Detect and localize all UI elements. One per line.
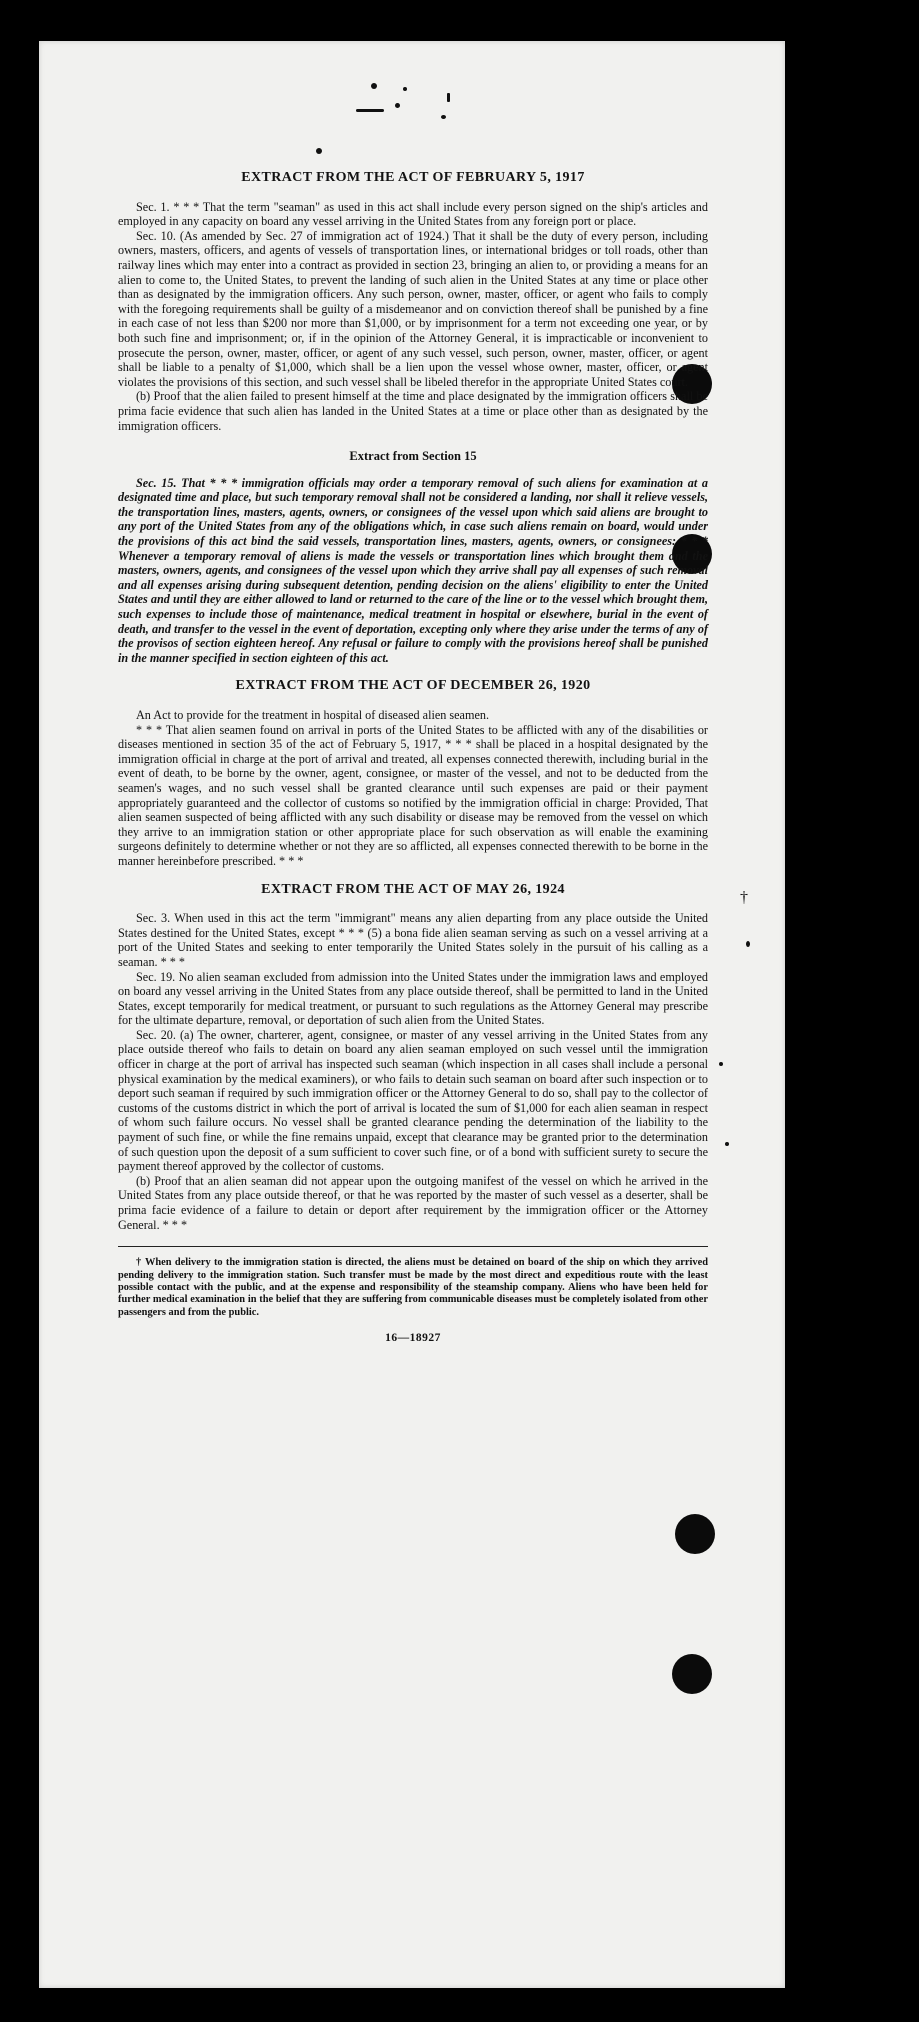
- paragraph: (b) Proof that the alien failed to present himself at the time and place designated by the immigration officers shall be prima facie evidence that such alien has landed in the United States at a time or place other than as designated by the immigration officers.: [118, 389, 708, 433]
- smudge-mark: [403, 87, 407, 91]
- margin-mark: [719, 1062, 723, 1066]
- paragraph: Sec. 19. No alien seaman excluded from admission into the United States under the immigration laws and employed on board any vessel arriving in the United States from any place outside thereof, shall be permitted to land in the United States, except temporarily for medical treatment, or pursuant to such regulations as the Attorney General may prescribe for the ultimate departure, removal, or deportation of such alien from the United States.: [118, 969, 708, 1028]
- paragraph: Sec. 3. When used in this act the term "immigrant" means any alien departing from any place outside the United States destined for the United States, except * * * (5) a bona fide alien seaman serving as such on a vessel arriving at a port of the United States and seeking to enter temporarily the United States solely in the pursuit of his calling as a seaman. * * *: [118, 911, 708, 969]
- paragraph: Sec. 10. (As amended by Sec. 27 of immigration act of 1924.) That it shall be the duty of every person, including owners, masters, officers, and agents of vessels of transportation lines, or international bridges or toll roads, other than railway lines which may enter into a contract as provided in section 23, bringing an alien to, or providing a means for an alien to come to, the United States, to prevent the landing of such alien in the United States at any time or place other than as designated by the immigration officers. Any such person, owner, master, officer, or agent who fails to comply with the foregoing requirements shall be guilty of a misdemeanor and on conviction thereof shall be punished by a fine in each case of not less than $200 nor more than $1,000, or by imprisonment for a term not exceeding one year, or by both such fine and imprisonment; or, if in the opinion of the Attorney General, it is impracticable or inconvenient to prosecute the person, owner, master, officer, or agent of any such vessel, such person, owner, master, officer, or agent shall be liable to a penalty of $1,000, which shall be a lien upon the vessel whose owner, master, officer, or agent violates the provisions of this section, and such vessel shall be libeled therefor in the appropriate United States court.: [118, 228, 708, 389]
- smudge-mark: [371, 83, 377, 89]
- paragraph: * * * That alien seamen found on arrival in ports of the United States to be afflicted with any of the disabilities or diseases mentioned in section 35 of the act of February 5, 1917, * * * shall be placed in a hospital designated by the immigration official in charge at the port of arrival and treated, all expenses connected therewith, including burial in the event of death, to be borne by the owner, agent, consignee, or master of the vessel, and not to be deducted from the seamen's wages, and no such vessel shall be granted clearance until such expenses are paid or their payment appropriately guaranteed and the collector of customs so notified by the immigration official in charge: Provided, That alien seamen suspected of being afflicted with any such disability or disease may be removed from the vessel on which they arrive to an immigration station or other appropriate place for such observation as will enable the examining surgeons definitely to determine whether or not they are so afflicted, all expenses connected therewith to be borne in the manner hereinbefore prescribed. * * *: [118, 722, 708, 868]
- footnote-text: † When delivery to the immigration station is directed, the aliens must be detained on board of the ship on which they arrived pending delivery to the immigration station. Such transfer must be made by the most direct and expeditious route with the least possible contact with the public, and at the expense and responsibility of the steamship company. Aliens who have been held for further medical examination in the belief that they are suffering from communicable diseases must be completely isolated from other passengers and from the public.: [118, 1257, 708, 1318]
- smudge-mark: [316, 148, 322, 154]
- punch-hole: [675, 1514, 715, 1554]
- document-body: [118, 171, 708, 1346]
- paragraph: Sec. 20. (a) The owner, charterer, agent, consignee, or master of any vessel arriving in the United States from any place outside thereof who fails to detain on board any alien seaman employed on such vessel until the immigration officer in charge at the port of arrival has inspected such seaman (which inspection in all cases shall include a personal physical examination by the medical examiners), or who fails to detain such seaman on board after such inspection or to deport such seaman if required by such immigration officer or the Attorney General to do so, shall pay to the collector of customs of the customs district in which the port of arrival is located the sum of $1,000 for each alien seaman in respect of whom such failure occurs. No vessel shall be granted clearance pending the determination of the liability to the payment of such fine, or while the fine remains unpaid, except that clearance may be granted prior to the determination of such question upon the deposit of a sum sufficient to cover such fine, or of a bond with sufficient surety to secure the payment thereof approved by the collector of customs.: [118, 1027, 708, 1174]
- footnote: [118, 1257, 708, 1319]
- form-number: 16—18927: [385, 1332, 441, 1345]
- margin-mark: [746, 941, 750, 947]
- punch-hole: [672, 1654, 712, 1694]
- section-heading: EXTRACT FROM THE ACT OF MAY 26, 1924: [261, 881, 565, 897]
- document-page: [39, 41, 785, 1988]
- paragraph: An Act to provide for the treatment in hospital of diseased alien seamen.: [136, 708, 489, 722]
- paragraph: Sec. 15. That * * * immigration officials may order a temporary removal of such aliens for examination at a designated time and place, but such temporary removal shall not be considered a landing, nor shall it relieve vessels, the transportation lines, masters, agents, owners, or consignees of the vessel upon which said aliens are brought to any port of the United States from any of the obligations which, in case such aliens remain on board, would under the provisions of this act bind the said vessels, transportation lines, masters, agents, owners, or consignees: * * * Whenever a temporary removal of aliens is made the vessels or transportation lines which brought them and the masters, owners, agents, and consignees of the vessel upon which they arrive shall pay all expenses of such removal and all expenses arising during subsequent detention, pending decision on the aliens' eligibility to enter the United States and until they are either allowed to land or returned to the care of the line or to the vessel which brought them, such expenses to include those of maintenance, medical treatment in hospital or elsewhere, burial in the event of death, and transfer to the vessel in the event of deportation, excepting only where they arise under the terms of any of the provisos of section eighteen hereof. Any refusal or failure to comply with the provisions hereof shall be punished in the manner specified in section eighteen of this act.: [118, 475, 708, 665]
- margin-mark: [725, 1142, 729, 1146]
- smudge-mark: [441, 115, 446, 119]
- smudge-mark: [356, 109, 384, 112]
- margin-mark: †: [740, 889, 748, 906]
- paragraph: (b) Proof that an alien seaman did not appear upon the outgoing manifest of the vessel on which he arrived in the United States from any place outside thereof, or that he was reported by the master of such vessel as a deserter, shall be prima facie evidence of a failure to detain or deport after requirement by the immigration officer or the Attorney General. * * *: [118, 1173, 708, 1232]
- section-heading: EXTRACT FROM THE ACT OF DECEMBER 26, 1920: [235, 678, 591, 694]
- smudge-mark: [395, 103, 400, 108]
- section-heading: EXTRACT FROM THE ACT OF FEBRUARY 5, 1917: [241, 170, 585, 185]
- paragraph: Sec. 1. * * * That the term "seaman" as used in this act shall include every person signed on the ship's articles and employed in any capacity on board any vessel arriving in the United States from any foreign port or place.: [118, 199, 708, 229]
- section-subheading: Extract from Section 15: [349, 449, 477, 464]
- divider: [118, 1246, 708, 1247]
- smudge-mark: [447, 93, 450, 102]
